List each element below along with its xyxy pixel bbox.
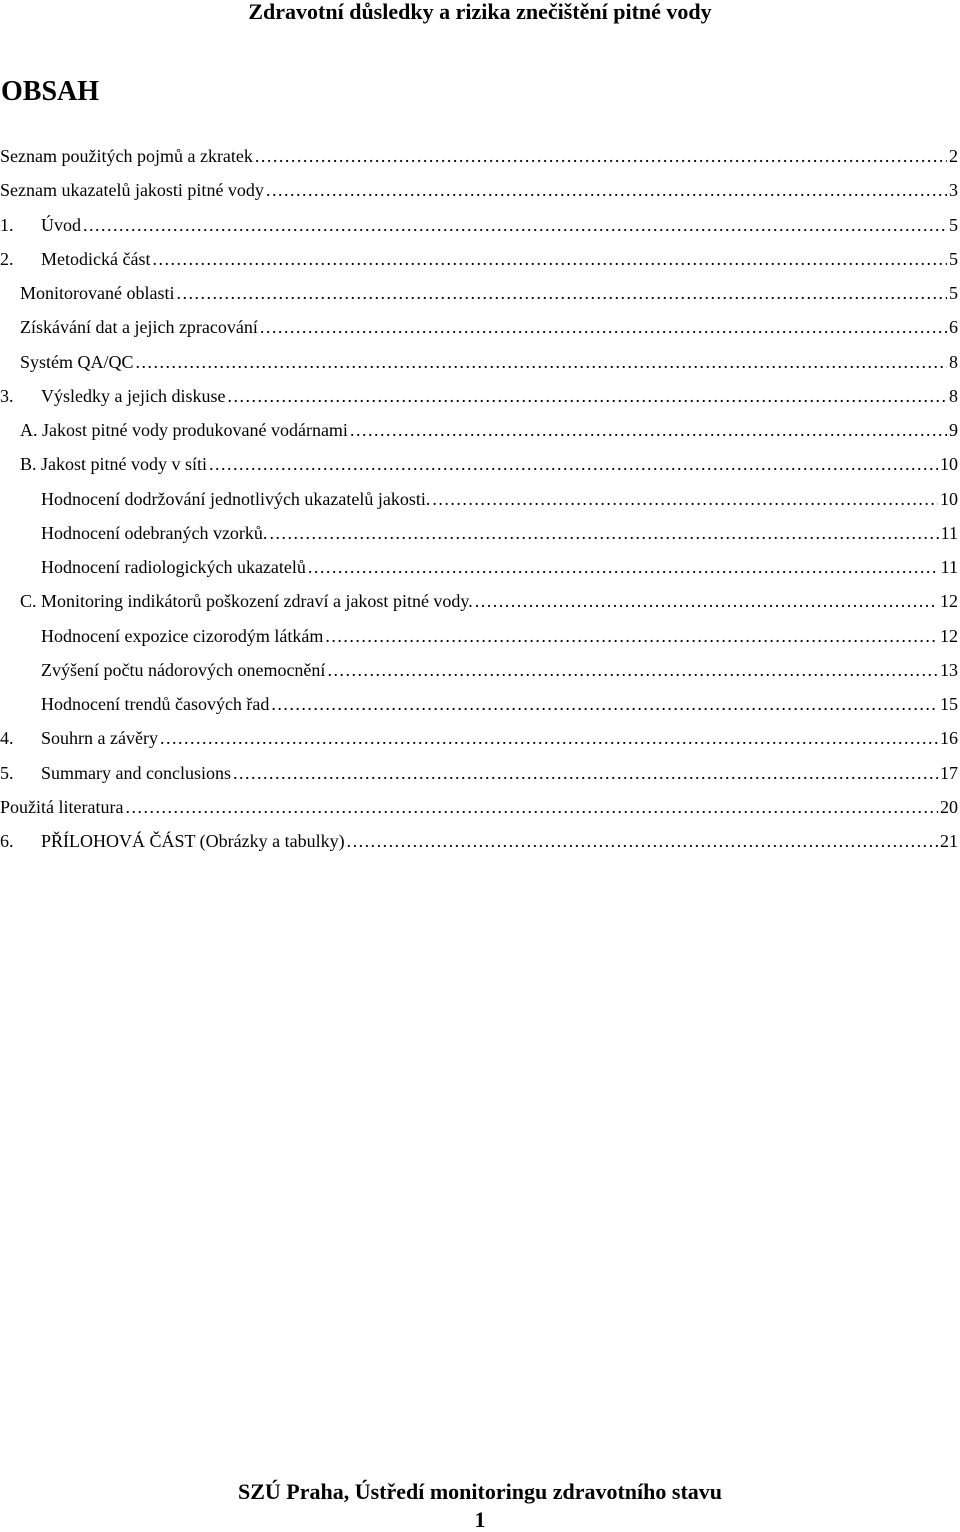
toc-page-number: 16 (940, 728, 958, 749)
toc-entry-title: Hodnocení trendů časových řad (41, 694, 270, 714)
toc-entry-title: Hodnocení radiologických ukazatelů (41, 557, 306, 577)
toc-entry-number: 5. (0, 762, 14, 783)
toc-entry[interactable] (0, 417, 958, 451)
toc-entry[interactable] (0, 349, 958, 383)
toc-entry-title: Systém QA/QC (20, 351, 134, 372)
toc-page-number: 12 (940, 625, 958, 646)
toc-dot-leader (136, 349, 947, 375)
toc-entry[interactable] (0, 588, 958, 622)
toc-entry-number: 4. (0, 728, 14, 749)
toc-dot-leader (347, 828, 938, 854)
toc-entry-title: Summary and conclusions (41, 762, 231, 783)
toc-entry-title: Seznam použitých pojmů a zkratek (0, 146, 253, 166)
toc-entry[interactable] (0, 657, 958, 691)
toc-entry[interactable] (0, 314, 958, 348)
toc-page-number: 11 (940, 522, 958, 543)
toc-page-number: 21 (940, 831, 958, 851)
toc-entry-title: Hodnocení odebraných vzorků. (41, 522, 268, 543)
toc-entry-title: Zvýšení počtu nádorových onemocnění (41, 659, 326, 680)
toc-entry-number: 3. (0, 385, 14, 406)
toc-dot-leader (327, 657, 938, 683)
toc-page-number: 10 (940, 454, 958, 475)
page-number: 1 (474, 1507, 486, 1532)
toc-dot-leader (269, 520, 938, 546)
toc-entry[interactable] (0, 246, 958, 280)
toc-dot-leader (260, 314, 947, 340)
toc-dot-leader (266, 177, 947, 203)
toc-entry[interactable] (0, 177, 958, 211)
toc-page-number: 10 (940, 488, 958, 509)
toc-dot-leader (308, 554, 939, 580)
toc-page-number: 6 (949, 317, 958, 338)
table-of-contents (0, 143, 958, 862)
toc-dot-leader (255, 143, 947, 169)
toc-entry[interactable] (0, 828, 958, 862)
toc-entry[interactable] (0, 280, 958, 314)
toc-entry-title: PŘÍLOHOVÁ ČÁST (Obrázky a tabulky) (41, 831, 345, 851)
toc-entry[interactable] (0, 623, 958, 657)
toc-page-number: 5 (949, 248, 958, 269)
toc-entry-title: Monitorované oblasti (20, 283, 175, 303)
toc-entry-title: Použitá literatura (0, 796, 124, 817)
toc-entry[interactable] (0, 554, 958, 588)
toc-page-number: 3 (949, 180, 958, 201)
toc-page-number: 15 (940, 694, 958, 714)
toc-dot-leader (475, 588, 938, 614)
toc-dot-leader (432, 486, 938, 512)
toc-dot-leader (160, 725, 938, 751)
toc-entry[interactable] (0, 725, 958, 759)
toc-entry-title: B. Jakost pitné vody v síti (20, 454, 208, 475)
toc-dot-leader (152, 246, 947, 272)
toc-entry[interactable] (0, 212, 958, 246)
toc-dot-leader (83, 212, 947, 238)
toc-entry[interactable] (0, 520, 958, 554)
toc-entry[interactable] (0, 794, 958, 828)
toc-entry-title: Získávání dat a jejich zpracování (20, 317, 258, 338)
document-header-title: Zdravotní důsledky a rizika znečištění pitné vody (248, 0, 712, 24)
toc-page-number: 9 (949, 420, 958, 440)
toc-dot-leader (176, 280, 947, 306)
toc-page-number: 5 (949, 283, 958, 303)
toc-page-number: 5 (949, 214, 958, 235)
toc-dot-leader (125, 794, 938, 820)
toc-entry[interactable] (0, 383, 958, 417)
toc-entry-title: Seznam ukazatelů jakosti pitné vody (0, 180, 264, 201)
toc-page-number: 20 (940, 796, 958, 817)
toc-page-number: 8 (949, 385, 958, 406)
toc-page-number: 12 (940, 591, 958, 612)
toc-entry-title: Souhrn a závěry (41, 728, 158, 749)
toc-entry-number: 2. (0, 248, 14, 269)
toc-page-number: 13 (940, 659, 958, 680)
toc-dot-leader (350, 417, 947, 443)
toc-entry-number: 6. (0, 831, 14, 851)
toc-entry[interactable] (0, 143, 958, 177)
toc-entry[interactable] (0, 691, 958, 725)
footer-institution: SZÚ Praha, Ústředí monitoringu zdravotního stavu (237, 1479, 723, 1504)
toc-entry[interactable] (0, 486, 958, 520)
toc-entry-title: Metodická část (41, 248, 151, 269)
toc-entry-title: C. Monitoring indikátorů poškození zdraví a jakost pitné vody. (20, 591, 473, 612)
toc-page-number: 8 (949, 351, 958, 372)
toc-entry[interactable] (0, 760, 958, 794)
toc-dot-leader (209, 451, 938, 477)
toc-dot-leader (233, 760, 938, 786)
toc-entry-title: A. Jakost pitné vody produkované vodárnami (20, 420, 348, 440)
toc-entry-title: Výsledky a jejich diskuse (41, 385, 226, 406)
toc-dot-leader (227, 383, 947, 409)
toc-entry[interactable] (0, 451, 958, 485)
toc-entry-title: Hodnocení expozice cizorodým látkám (41, 625, 324, 646)
toc-page-number: 17 (940, 762, 958, 783)
toc-entry-title: Hodnocení dodržování jednotlivých ukazatelů jakosti. (41, 488, 431, 509)
toc-heading: OBSAH (1, 76, 100, 107)
toc-page-number: 11 (940, 557, 958, 577)
toc-entry-title: Úvod (41, 214, 81, 235)
toc-dot-leader (271, 691, 938, 717)
toc-dot-leader (325, 623, 938, 649)
toc-page-number: 2 (949, 146, 958, 166)
toc-entry-number: 1. (0, 214, 14, 235)
